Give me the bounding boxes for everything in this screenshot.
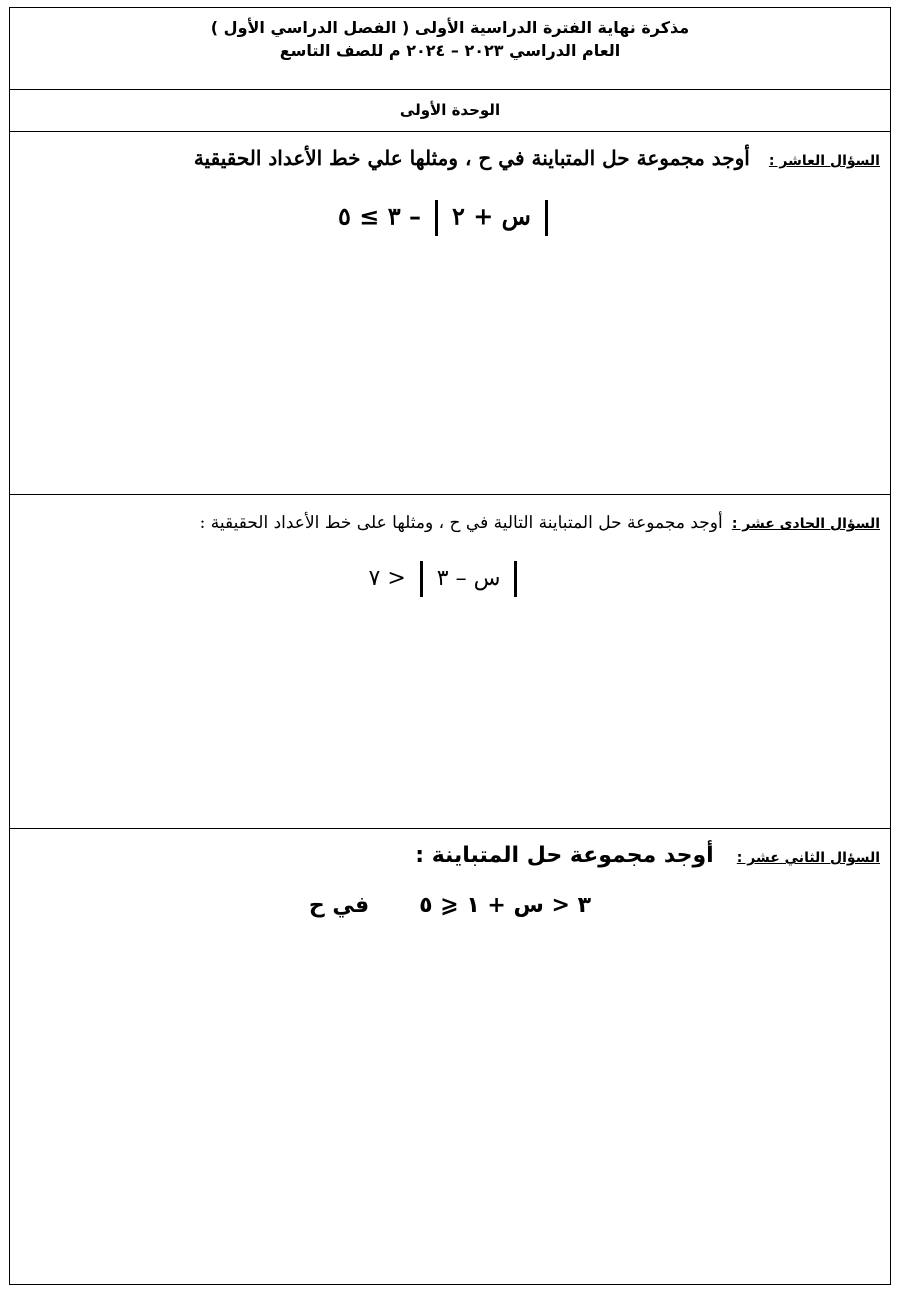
question-12-expr: ٣ < س + ١ ⩽ ٥ — [419, 893, 592, 918]
question-10-line — [18, 146, 880, 170]
question-12-text: أوجد مجموعة حل المتباينة : — [415, 843, 714, 868]
question-12-line — [18, 843, 880, 868]
question-11-text: أوجد مجموعة حل المتباينة التالية في ح ، ومثلها على خط الأعداد الحقيقية : — [199, 513, 723, 533]
worksheet-page — [9, 7, 891, 1285]
question-10-expr-rest: – ٣ ≥ ٥ — [338, 201, 421, 231]
question-11-inequality — [10, 561, 890, 597]
question-10 — [10, 132, 890, 495]
question-12-inequality — [10, 893, 890, 918]
abs-bar-right — [420, 561, 423, 597]
question-11-expr-rest: < ٧ — [368, 566, 406, 591]
question-11-abs-content: س – ٣ — [436, 566, 501, 591]
abs-bar-left — [514, 561, 517, 597]
header-title: مذكرة نهاية الفترة الدراسية الأولى ( الفصل الدراسي الأول ) — [210, 18, 690, 37]
question-12-domain: في ح — [308, 893, 370, 918]
question-10-text: أوجد مجموعة حل المتباينة في ح ، ومثلها علي خط الأعداد الحقيقية — [193, 146, 750, 170]
question-10-inequality — [10, 200, 890, 236]
header-subtitle: العام الدراسي ٢٠٢٣ – ٢٠٢٤ م للصف التاسع — [279, 41, 621, 60]
question-11-line — [18, 513, 880, 533]
unit-title: الوحدة الأولى — [10, 90, 890, 132]
question-10-label: السؤال العاشر : — [768, 153, 880, 169]
question-11 — [10, 495, 890, 829]
question-12-label: السؤال الثاني عشر : — [736, 850, 880, 866]
question-11-label: السؤال الحادى عشر : — [731, 516, 880, 532]
worksheet-header — [10, 8, 890, 90]
question-10-abs-content: س + ٢ — [451, 201, 531, 231]
abs-bar-right — [435, 200, 438, 236]
question-12 — [10, 829, 890, 1284]
abs-bar-left — [545, 200, 548, 236]
